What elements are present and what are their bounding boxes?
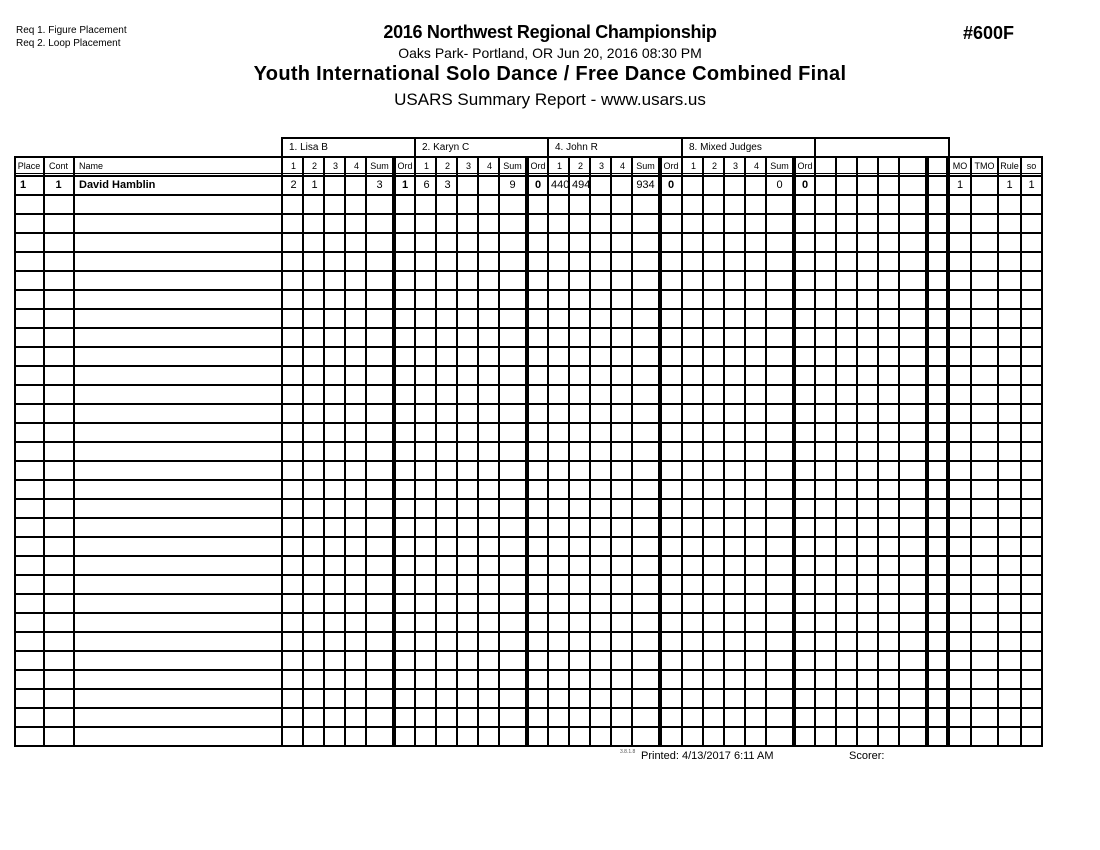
column-header-ord: Ord	[397, 161, 413, 171]
grid-line	[14, 156, 16, 747]
judge-1-sum: 3	[376, 179, 383, 191]
column-header-rule: Rule	[1000, 161, 1019, 171]
printed-timestamp: Printed: 4/13/2017 6:11 AM	[641, 750, 774, 762]
grid-line-thick	[658, 156, 662, 747]
column-header-sum: Sum	[770, 161, 789, 171]
version-label: 3.8.1.8	[620, 749, 636, 755]
column-header-s4: 4	[486, 161, 492, 171]
grid-line	[498, 156, 500, 747]
grid-line-thick	[525, 156, 529, 747]
grid-line	[344, 156, 346, 747]
judge-3-ord: 0	[667, 179, 675, 191]
judge-4-s2	[704, 177, 725, 193]
grid-line	[723, 156, 725, 747]
grid-line	[702, 156, 704, 747]
judge-name-3: 4. John R	[555, 141, 598, 153]
column-header-ord: Ord	[797, 161, 813, 171]
judge-5-ord	[929, 177, 947, 193]
column-header-ord: Ord	[530, 161, 546, 171]
judge-5-s4	[879, 177, 900, 193]
judge-3-s3	[591, 177, 612, 193]
judge-4-s1	[683, 177, 704, 193]
column-header-s1: 1	[290, 161, 296, 171]
grid-line	[1020, 156, 1022, 747]
judge-1-s4	[346, 177, 367, 193]
judge-5-s3	[858, 177, 879, 193]
grid-line	[631, 156, 633, 747]
mo-value: 1	[956, 179, 964, 191]
judge-name-1: 1. Lisa B	[289, 141, 328, 153]
rule-value: 1	[1006, 179, 1013, 191]
grid-line	[610, 156, 612, 747]
grid-line-thick	[925, 156, 929, 747]
tmo-value	[972, 177, 997, 193]
column-header-s2: 2	[444, 161, 450, 171]
grid-line	[365, 156, 367, 747]
grid-line	[477, 156, 479, 747]
report-title: USARS Summary Report - www.usars.us	[394, 90, 706, 109]
judge-2-sum: 9	[509, 179, 516, 191]
judge-1-ord: 1	[401, 179, 409, 191]
requirement-1: Req 1. Figure Placement	[16, 25, 127, 36]
grid-line	[435, 156, 437, 747]
grid-line	[281, 156, 283, 747]
column-header-s1: 1	[690, 161, 696, 171]
skater-name: David Hamblin	[79, 179, 156, 191]
judge-4-s3	[725, 177, 746, 193]
event-number: #600F	[963, 23, 1015, 43]
judge-3-s2: 494	[572, 179, 591, 191]
judge-5-s2	[837, 177, 858, 193]
column-header-s4: 4	[353, 161, 359, 171]
judge-4-s4	[746, 177, 767, 193]
column-header-s3: 3	[732, 161, 738, 171]
column-header-s1: 1	[423, 161, 429, 171]
judge-4-sum: 0	[776, 179, 783, 191]
grid-line	[814, 156, 816, 747]
judge-5-s1	[816, 177, 837, 193]
column-header-name: Name	[79, 161, 104, 171]
grid-line	[856, 156, 858, 747]
judge-2-s1: 6	[423, 179, 430, 191]
grid-line	[568, 156, 570, 747]
grid-line	[589, 156, 591, 747]
judge-3-s1: 440	[551, 179, 570, 191]
grid-line	[73, 156, 75, 747]
judge-2-s4	[479, 177, 500, 193]
judge-1-s2: 1	[311, 179, 318, 191]
column-header-tmo: TMO	[974, 161, 995, 171]
grid-line	[898, 156, 900, 747]
column-header-s4: 4	[753, 161, 759, 171]
grid-line	[43, 156, 45, 747]
judge-2-s2: 3	[444, 179, 451, 191]
column-header-place: Place	[17, 161, 41, 171]
grid-line	[997, 156, 999, 747]
column-header-mo: MO	[952, 161, 968, 171]
scorer-label: Scorer:	[849, 750, 885, 762]
judge-3-s4	[612, 177, 633, 193]
location-datetime: Oaks Park- Portland, OR Jun 20, 2016 08:30 PM	[398, 45, 702, 61]
judge-2-s3	[458, 177, 479, 193]
judge-name-4: 8. Mixed Judges	[689, 141, 762, 153]
judge-5-sum	[900, 177, 925, 193]
grid-line	[547, 156, 549, 747]
grid-line	[765, 156, 767, 747]
contestant-number: 1	[55, 179, 62, 191]
column-header-sum: Sum	[636, 161, 655, 171]
grid-line	[414, 156, 416, 747]
judge-3-sum: 934	[636, 179, 655, 191]
judge-1-s1: 2	[290, 179, 297, 191]
column-header-ord: Ord	[663, 161, 679, 171]
grid-line	[323, 156, 325, 747]
column-header-s2: 2	[577, 161, 583, 171]
grid-line	[877, 156, 879, 747]
column-header-s2: 2	[711, 161, 717, 171]
judge-name-2: 2. Karyn C	[422, 141, 470, 153]
grid-line	[456, 156, 458, 747]
grid-line	[681, 156, 683, 747]
requirement-2: Req 2. Loop Placement	[16, 38, 121, 49]
column-header-s1: 1	[556, 161, 562, 171]
grid-line	[1041, 156, 1043, 747]
column-header-s2: 2	[311, 161, 317, 171]
judge-4-ord: 0	[801, 179, 809, 191]
column-header-s3: 3	[465, 161, 471, 171]
grid-line	[970, 156, 972, 747]
judge-2-ord: 0	[534, 179, 542, 191]
column-header-sum: Sum	[370, 161, 389, 171]
column-header-s3: 3	[332, 161, 338, 171]
column-header-sum: Sum	[503, 161, 522, 171]
grid-line	[835, 156, 837, 747]
grid-line	[302, 156, 304, 747]
grid-line	[948, 137, 950, 156]
column-header-so: so	[1026, 161, 1037, 171]
grid-line	[744, 156, 746, 747]
place-value: 1	[20, 179, 27, 191]
column-header-s4: 4	[619, 161, 625, 171]
judge-name-5	[816, 139, 947, 155]
judge-1-s3	[325, 177, 346, 193]
event-title: Youth International Solo Dance / Free Dance Combined Final	[253, 63, 847, 85]
grid-line-thick	[792, 156, 796, 747]
column-header-s3: 3	[598, 161, 604, 171]
so-value: 1	[1028, 179, 1035, 191]
championship-title: 2016 Northwest Regional Championship	[383, 22, 717, 42]
column-header-cont: Cont	[48, 161, 68, 171]
grid-line-thick	[392, 156, 396, 747]
grid-line-thick	[946, 156, 950, 747]
